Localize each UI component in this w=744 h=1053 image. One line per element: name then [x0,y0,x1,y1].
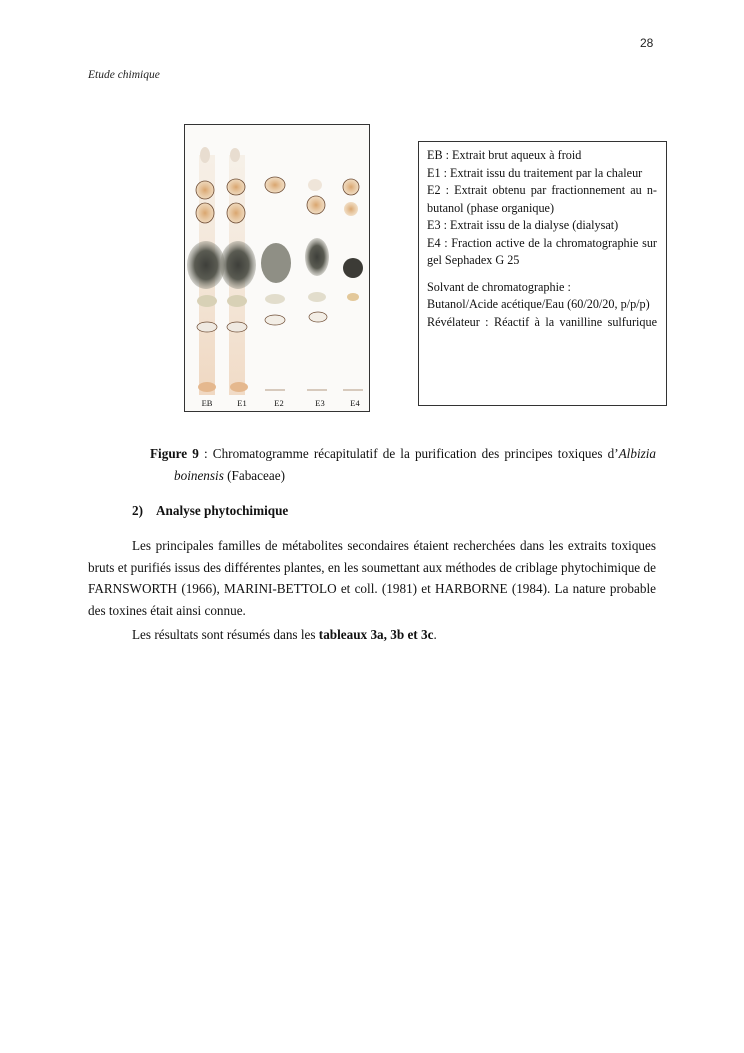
lane-e2 [261,177,291,390]
legend-solvent: Butanol/Acide acétique/Eau (60/20/20, p/p/p) [427,297,650,311]
lane-label-e4: E4 [350,398,360,408]
figure-label: Figure 9 [150,446,199,461]
legend-revealer: Révélateur : Réactif à la vanilline sulfurique [427,314,657,329]
legend-solvent-title: Solvant de chromatographie : [427,279,571,294]
legend-e1: E1 : Extrait issu du traitement par la chaleur [427,165,643,180]
legend-e4: E4 : Fraction active de la chromatographie sur gel Sephadex G 25 [427,235,657,267]
lane-eb [187,147,225,395]
lane-e4 [343,179,363,390]
running-head: Etude chimique [88,69,160,81]
figure-legend [418,141,667,406]
lane-e1 [220,148,256,395]
results-line [132,627,437,643]
chromatogram-drawing [185,125,369,411]
lane-label-eb: EB [201,398,213,408]
lane-label-e3: E3 [315,398,325,408]
legend-e2: E2 : Extrait obtenu par fractionnement au n-butanol (phase organique) [427,183,657,215]
body-paragraph: Les principales familles de métabolites secondaires étaient recherchées dans les extraits toxiques bruts et purifiés issus des différentes plantes, en les soumettant aux méthodes de criblage phytochimique de FARNSWORTH (1966), MARINI-BETTOLO et coll. (1981) et HARBORNE (1984). La nature probable des toxines était ainsi connue. [88,538,656,618]
legend-eb: EB : Extrait brut aqueux à froid [427,148,582,162]
caption-family: (Fabaceae) [223,468,285,483]
section-title: Analyse phytochimique [156,503,289,518]
results-text: Les résultats sont résumés dans les [132,627,319,642]
results-tables-ref: tableaux 3a, 3b et 3c [318,627,434,642]
lane-e3 [305,179,329,390]
figure-caption [150,443,656,487]
section-number: 2) [132,503,143,518]
results-period: . [433,627,437,642]
page-number: 28 [640,36,654,50]
legend-e3: E3 : Extrait issu de la dialyse (dialysat) [427,218,619,232]
section-heading [132,503,288,519]
lane-label-e2: E2 [274,398,284,408]
lane-label-e1: E1 [237,398,247,408]
caption-text: : Chromatogramme récapitulatif de la purification des principes toxiques d’ [198,446,619,461]
tlc-plate-image [184,124,370,412]
species-name: Albizia boinensis [174,446,656,483]
